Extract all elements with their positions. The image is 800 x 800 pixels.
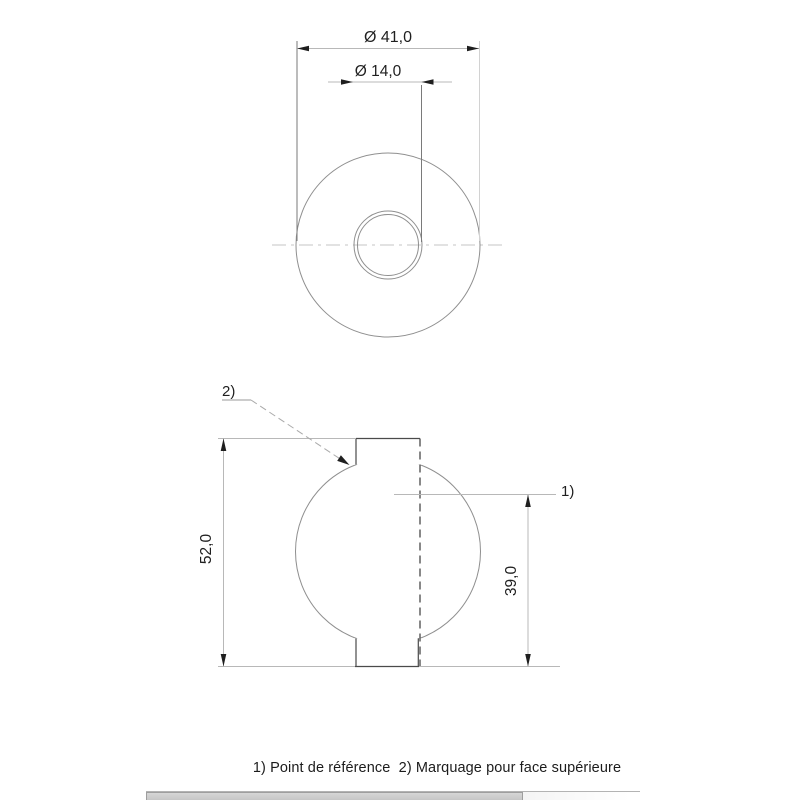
arrowhead-right [467,46,479,52]
callout-reference-point [394,483,574,500]
arrowhead-down [525,654,531,667]
callout-2-text: 2) [222,383,236,400]
horizontal-scrollbar-thumb[interactable] [146,792,523,800]
dimension-overall-height [198,439,226,667]
callout-1-text: 1) [561,483,575,500]
front-view [198,383,574,667]
top-view [272,29,504,337]
arrowhead-up [525,495,531,508]
dimension-text-overall-height: 52,0 [198,533,215,565]
callout-top-face-marking [222,383,350,465]
dimension-text-inner-diameter: Ø 14,0 [354,63,402,80]
dimension-outer-diameter [297,29,480,241]
arrowhead-up [221,439,227,452]
arrowhead-left [341,79,353,85]
dimension-text-outer-diameter: Ø 41,0 [363,29,413,46]
sphere-outline [296,459,481,644]
callout-2-leader-dashed [251,400,344,462]
arrowhead-down [221,654,227,667]
horizontal-scrollbar-track[interactable] [146,791,640,800]
callout-2-arrowhead [337,455,349,465]
dimension-text-reference-height: 39,0 [503,565,520,597]
dimension-inner-diameter [328,63,452,242]
dimension-reference-height [503,495,531,667]
arrowhead-left [297,46,309,52]
legend-text: 1) Point de référence 2) Marquage pour face supérieure [252,760,622,776]
arrowhead-right [422,79,434,85]
